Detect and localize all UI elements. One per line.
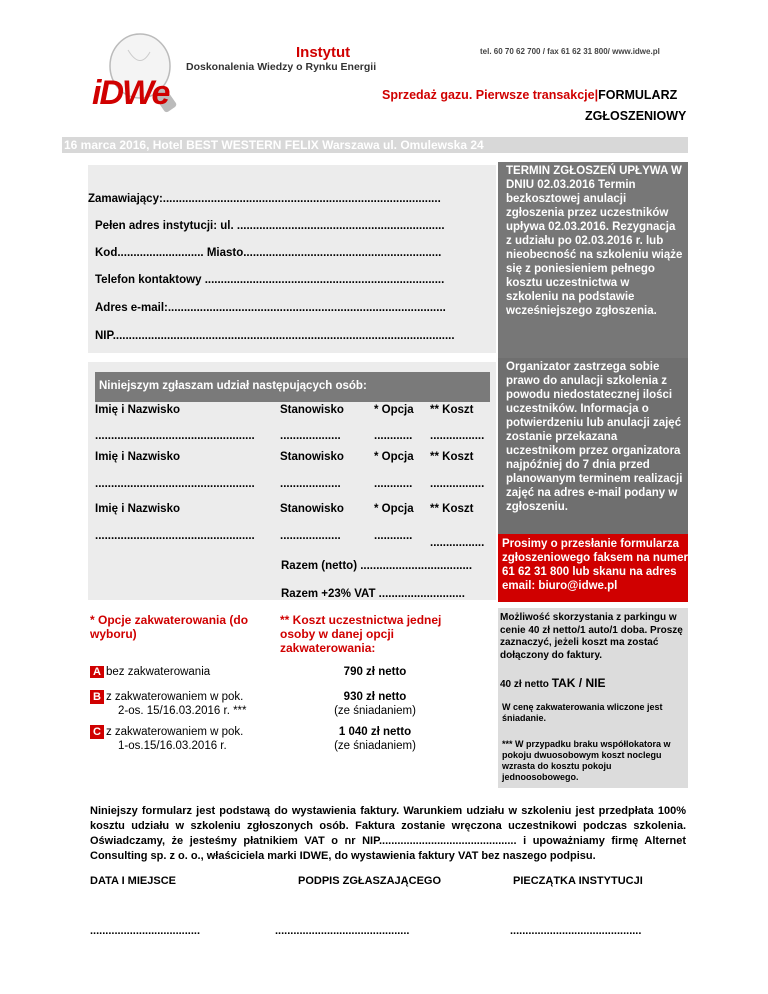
form-title-label: FORMULARZ: [598, 88, 678, 102]
person3-position-label: Stanowisko: [280, 503, 344, 515]
signature-field[interactable]: ............................................: [275, 925, 410, 937]
cost-label-rest: jednej osoby w danej opcji zakwaterowania:: [280, 613, 442, 655]
person1-name-label: Imię i Nazwisko: [95, 404, 181, 416]
deadline-text: TERMIN ZGŁOSZEŃ UPŁYWA W DNIU 02.03.2016 Termin bezkosztowej anulacji zgłoszenia przez uczestników upływa 02.03.2016. Rezygnacja z udziału po 02.03.2016 r. lub nieobecność na szkoleniu wiąże się z poniesieniem pełnego kosztu uczestnictwa w szkoleniu na podstawie wcześniejszego zgłoszenia.: [506, 165, 683, 317]
person1-cost-label: ** Koszt: [430, 404, 474, 416]
person3-name-input[interactable]: ..................................................: [95, 530, 255, 542]
option-b-price: 930 zł netto: [343, 691, 407, 703]
logo-title: Instytut: [296, 44, 351, 61]
date-place-label: DATA I MIEJSCE: [90, 875, 176, 887]
option-b-badge: B: [90, 690, 104, 704]
total-vat[interactable]: Razem +23% VAT ...........................: [281, 588, 465, 600]
parking-text: Możliwość skorzystania z parkingu w cenie 40 zł netto/1 auto/1 doba. Proszę zaznaczyć, jeżeli koszt ma zostać dołączony do faktury.: [500, 612, 683, 661]
option-c-text2: 1-os.15/16.03.2016 r.: [118, 740, 227, 752]
option-c-badge: C: [90, 725, 104, 739]
invoice-statement: Niniejszy formularz jest podstawą do wystawienia faktury. Warunkiem udziału w szkoleniu jest przedpłata 100% kosztu udziału w szkoleniu zgłoszonych osób. Faktura zostanie wręczona uczestnikowi podczas szkolenia. Oświadczamy, że jesteśmy płatnikiem VAT o nr NIP............................................. i upoważniamy firmę Alternet Consulting sp. z o. o., właściciela marki IDWE, do wystawienia faktury VAT bez naszego podpisu.: [90, 805, 686, 862]
person2-position-label: Stanowisko: [280, 451, 344, 463]
person1-option-label: * Opcja: [374, 404, 414, 416]
option-b-text2: 2-os. 15/16.03.2016 r. ***: [118, 705, 247, 717]
signature-label: PODPIS ZGŁASZAJĄCEGO: [298, 875, 442, 887]
person2-name-input[interactable]: ..................................................: [95, 478, 255, 490]
option-b-price-block: [320, 690, 430, 718]
stamp-field[interactable]: ...........................................: [510, 925, 642, 937]
cost-label: [280, 613, 480, 655]
organizer-text: Organizator zastrzega sobie prawo do anulacji szkolenia z powodu niedostatecznej ilości uczestników. Informacja o potwierdzeniu lub anulacji zajęć zostanie przekazana uczestnikom przez organizatora najpóźniej do 7 dnia przed planowanym terminem realizacji zajęć na adres e-mail podany w zgłoszeniu.: [506, 361, 683, 513]
email-field[interactable]: Adres e-mail:.......................................................................................: [95, 302, 446, 314]
option-c-price: 1 040 zł netto: [338, 726, 412, 738]
option-b-text: z zakwaterowaniem w pok.: [105, 691, 244, 703]
parking-price-row: [500, 676, 605, 690]
option-a-text: bez zakwaterowania: [105, 666, 211, 678]
single-room-note: *** W przypadku braku współlokatora w pokoju dwuosobowym koszt noclegu wzrasta do kosztu pokoju jednoosobowego.: [502, 739, 671, 782]
send-panel: [498, 534, 688, 602]
person3-cost-label: ** Koszt: [430, 503, 474, 515]
person1-position-input[interactable]: ...................: [280, 430, 341, 442]
option-c-note: (ze śniadaniem): [334, 740, 416, 752]
nip-field[interactable]: NIP...........................................................................................................: [95, 330, 455, 342]
phone-field[interactable]: Telefon kontaktowy ...........................................................................: [95, 274, 445, 286]
person1-position-label: Stanowisko: [280, 404, 344, 416]
person1-cost-input[interactable]: .................: [430, 430, 485, 442]
parking-price: 40 zł netto: [500, 679, 549, 690]
total-net[interactable]: Razem (netto) ...................................: [281, 560, 473, 572]
person1-option-input[interactable]: ............: [374, 430, 413, 442]
person2-cost-label: ** Koszt: [430, 451, 474, 463]
person1-name-input[interactable]: ..................................................: [95, 430, 255, 442]
address-field[interactable]: Pełen adres instytucji: ul. .................................................................: [95, 220, 445, 232]
person3-position-input[interactable]: ...................: [280, 530, 341, 542]
contact-info: tel. 60 70 62 700 / fax 61 62 31 800/ www.idwe.pl: [480, 47, 660, 56]
person2-position-input[interactable]: ...................: [280, 478, 341, 490]
person3-option-input[interactable]: ............: [374, 530, 413, 542]
persons-header-text: Niniejszym zgłaszam udział następujących osób:: [99, 380, 367, 392]
option-a-badge: A: [90, 666, 104, 678]
option-b[interactable]: [90, 690, 247, 718]
event-name: Sprzedaż gazu. Pierwsze transakcje|: [382, 88, 599, 102]
option-b-note: (ze śniadaniem): [334, 705, 416, 717]
form-title-line2: ZGŁOSZENIOWY: [585, 109, 687, 123]
organizer-panel: [498, 358, 688, 534]
option-a-price: 790 zł netto: [343, 666, 407, 678]
options-label: * Opcje zakwaterowania (do wyboru): [90, 613, 249, 641]
person2-cost-input[interactable]: .................: [430, 478, 485, 490]
event-banner: [62, 137, 688, 153]
form-title: [382, 88, 677, 102]
persons-header: [95, 372, 490, 402]
send-text: Prosimy o przesłanie formularza zgłoszeniowego faksem na numer 61 62 31 800 lub skanu na adres email: biuro@idwe.pl: [502, 538, 688, 592]
orderer-field[interactable]: Zamawiający:.......................................................................................: [88, 193, 441, 205]
option-c[interactable]: [90, 725, 243, 753]
person3-name-label: Imię i Nazwisko: [95, 503, 181, 515]
breakfast-note: W cenę zakwaterowania wliczone jest śniadanie.: [502, 702, 663, 723]
option-a[interactable]: [90, 666, 210, 678]
person3-cost-input[interactable]: .................: [430, 537, 485, 549]
option-c-text: z zakwaterowaniem w pok.: [105, 726, 244, 738]
person3-option-label: * Opcja: [374, 503, 414, 515]
option-c-price-block: [320, 725, 430, 753]
date-place-field[interactable]: ....................................: [90, 925, 201, 937]
person2-option-input[interactable]: ............: [374, 478, 413, 490]
person2-name-label: Imię i Nazwisko: [95, 451, 181, 463]
person2-option-label: * Opcja: [374, 451, 414, 463]
event-banner-text: 16 marca 2016, Hotel BEST WESTERN FELIX Warszawa ul. Omulewska 24: [64, 138, 484, 152]
cost-label-title: ** Koszt uczestnictwa: [280, 613, 404, 627]
deadline-panel: [498, 162, 688, 358]
logo-subtitle: Doskonalenia Wiedzy o Rynku Energii: [186, 61, 377, 73]
stamp-label: PIECZĄTKA INSTYTUCJI: [513, 875, 643, 887]
logo-mark: iDWe: [92, 74, 169, 112]
parking-choice[interactable]: TAK / NIE: [551, 676, 606, 690]
postal-city-field[interactable]: Kod........................... Miasto..............................................................: [95, 247, 442, 259]
